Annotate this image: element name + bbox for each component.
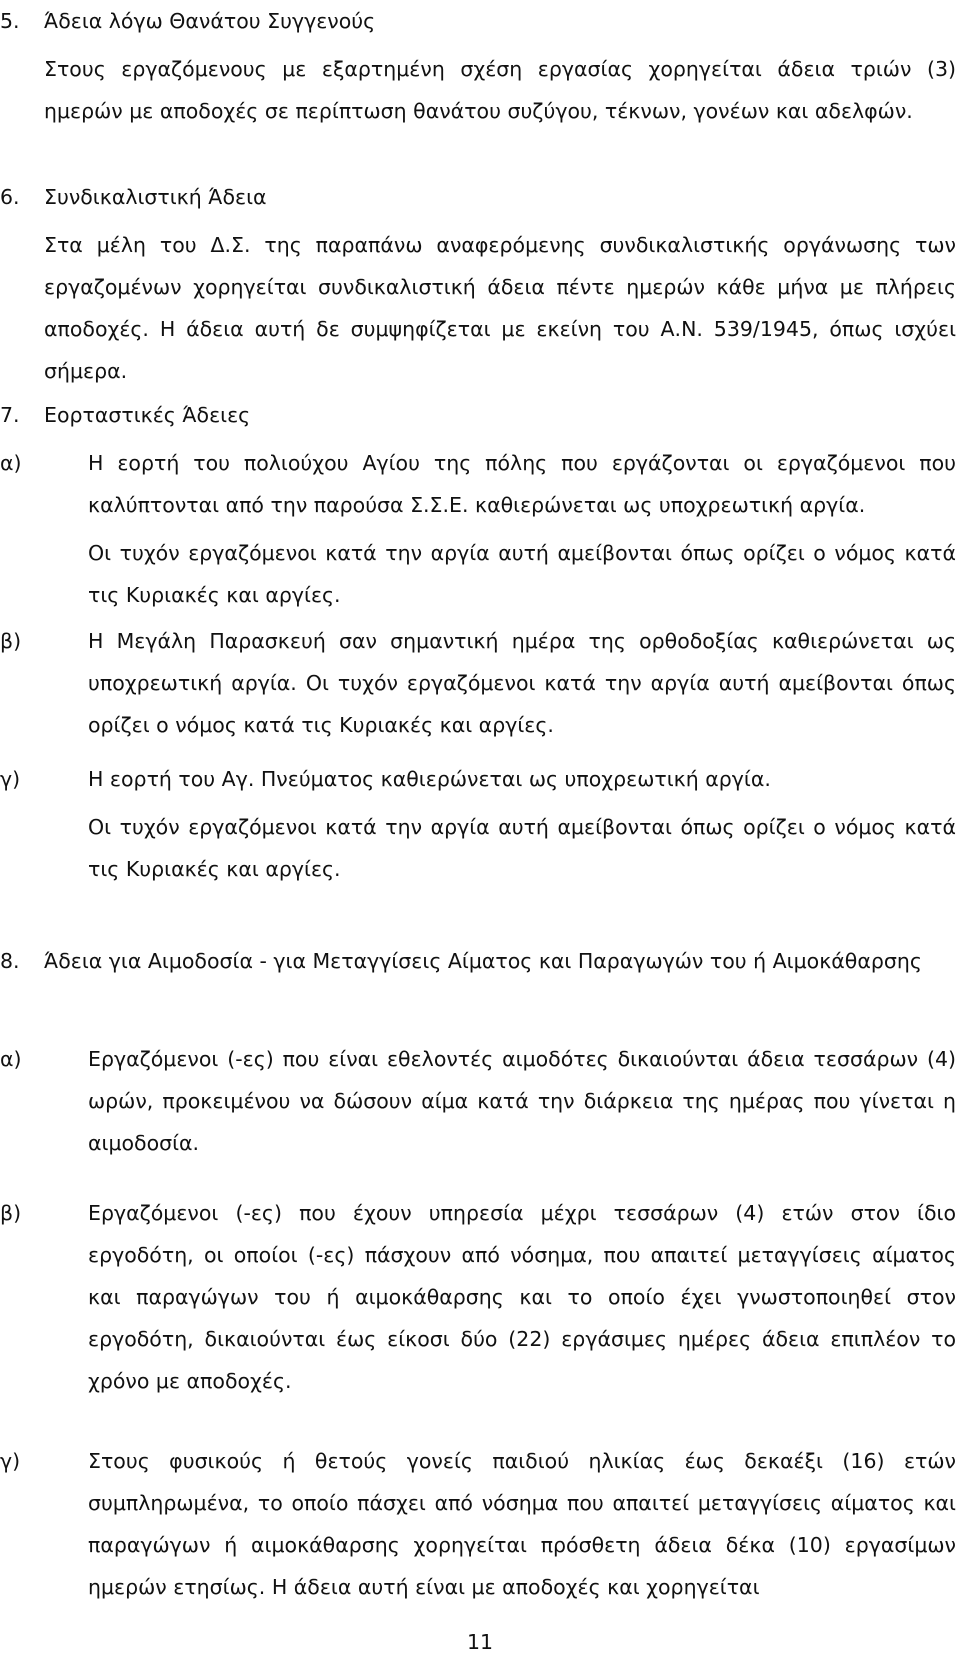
item-paragraph: Στους φυσικούς ή θετούς γονείς παιδιού ηλικίας έως δεκαέξι (16) ετών συμπληρωμένα, το οποίο πάσχει από νόσημα που απαιτεί μεταγγίσεις αίματος και παραγώγων ή αιμοκάθαρσης χορηγείται πρόσθετη άδεια δέκα (10) εργασίμων ημερών ετησίως. Η άδεια αυτή είναι με αποδοχές και χορηγείται [88,1449,956,1599]
item-letter: γ) [0,1449,21,1473]
item-letter: β) [0,629,22,653]
item-paragraph: Οι τυχόν εργαζόμενοι κατά την αργία αυτή αμείβονται όπως ορίζει ο νόμος κατά τις Κυριακές και αργίες. [88,815,956,881]
section-title: Συνδικαλιστική Άδεια [44,185,267,209]
section-paragraph: Στους εργαζόμενους με εξαρτημένη σχέση εργασίας χορηγείται άδεια τριών (3) ημερών με αποδοχές σε περίπτωση θανάτου συζύγου, τέκνων, γονέων και αδελφών. [44,57,956,123]
section-title: Άδεια για Αιμοδοσία - για Μεταγγίσεις Αίματος και Παραγωγών του ή Αιμοκάθαρσης [44,949,922,973]
item-letter: γ) [0,767,21,791]
item-letter: β) [0,1201,22,1225]
item-paragraph: Εργαζόμενοι (-ες) που είναι εθελοντές αιμοδότες δικαιούνται άδεια τεσσάρων (4) ωρών, προκειμένου να δώσουν αίμα κατά την διάρκεια της ημέρας που γίνεται η αιμοδοσία. [88,1047,956,1155]
item-letter: α) [0,1047,22,1071]
page-number: 11 [466,1630,494,1654]
item-letter: α) [0,451,22,475]
section-number: 7. [0,403,20,427]
section-title: Άδεια λόγω Θανάτου Συγγενούς [44,9,376,33]
section-number: 6. [0,185,20,209]
item-paragraph: Η εορτή του Αγ. Πνεύματος καθιερώνεται ως υποχρεωτική αργία. [88,767,771,791]
section-number: 8. [0,949,20,973]
item-paragraph: Η εορτή του πολιούχου Αγίου της πόλης που εργάζονται οι εργαζόμενοι που καλύπτονται από την παρούσα Σ.Σ.Ε. καθιερώνεται ως υποχρεωτική αργία. [88,451,956,517]
section-title: Εορταστικές Άδειες [44,403,251,427]
section-paragraph: Στα μέλη του Δ.Σ. της παραπάνω αναφερόμενης συνδικαλιστικής οργάνωσης των εργαζομένων χορηγείται συνδικαλιστική άδεια πέντε ημερών κάθε μήνα με πλήρεις αποδοχές. Η άδεια αυτή δε συμψηφίζεται με εκείνη του Α.Ν. 539/1945, όπως ισχύει σήμερα. [44,233,956,383]
item-paragraph: Οι τυχόν εργαζόμενοι κατά την αργία αυτή αμείβονται όπως ορίζει ο νόμος κατά τις Κυριακές και αργίες. [88,541,956,607]
section-heading [0,940,956,982]
item-paragraph: Η Μεγάλη Παρασκευή σαν σημαντική ημέρα της ορθοδοξίας καθιερώνεται ως υποχρεωτική αργία. Οι τυχόν εργαζόμενοι κατά την αργία αυτή αμείβονται όπως ορίζει ο νόμος κατά τις Κυριακές και αργίες. [88,629,956,737]
section-number: 5. [0,9,20,33]
item-paragraph: Εργαζόμενοι (-ες) που έχουν υπηρεσία μέχρι τεσσάρων (4) ετών στον ίδιο εργοδότη, οι οποίοι (-ες) πάσχουν από νόσημα, που απαιτεί μεταγγίσεις αίματος και παραγώγων του ή αιμοκάθαρσης και το οποίο έχει γνωστοποιηθεί στον εργοδότη, δικαιούνται έως είκοσι δύο (22) εργάσιμες ημέρες άδεια επιπλέον το χρόνο με αποδοχές. [88,1201,956,1393]
